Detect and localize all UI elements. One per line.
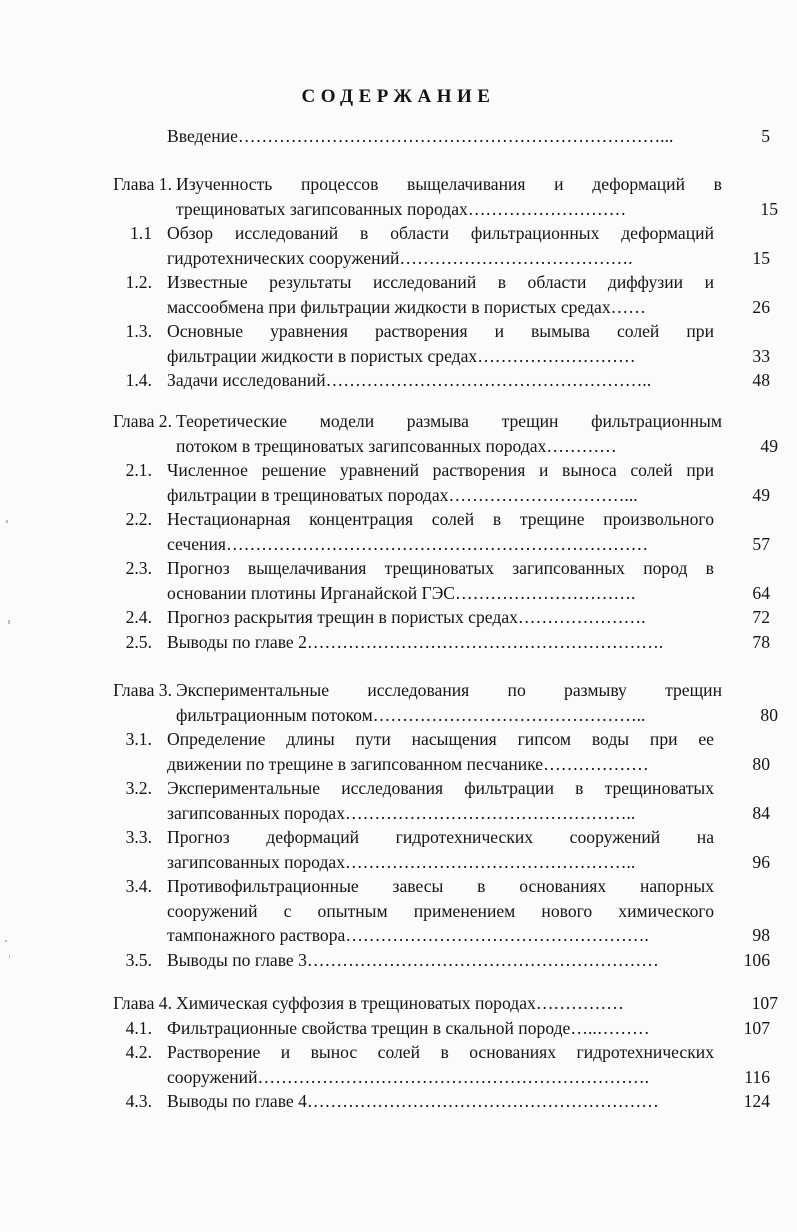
section-number: 4.2. [125,1042,152,1062]
page-title: СОДЕРЖАНИЕ [301,86,496,107]
section-title-line: загипсованных породах………………………………………….. [167,802,636,823]
section-number: 4.3. [125,1091,152,1111]
section-title-line: движении по трещине в загипсованном песчанике……………… [167,753,649,774]
section-title-line: Выводы по главе 3…………………………………………………… [167,949,659,970]
chapter-page: 49 [760,435,778,456]
chapter-label: Глава 3. [113,680,172,700]
section-title-line: Прогноз выщелачивания трещиноватых загипсованных пород в [167,558,714,578]
section-title-line: Выводы по главе 4…………………………………………………… [167,1091,659,1111]
section-title-line: Фильтрационные свойства трещин в скальной породе…..……… [167,1017,650,1038]
section-title-line: загипсованных породах………………………………………….. [167,851,636,872]
section-title-line: Численное решение уравнений растворения и выноса солей при [167,460,714,480]
section-page: 98 [752,925,770,945]
section-page: 26 [752,296,770,317]
scan-speck [9,955,10,958]
section-title-line: фильтрации жидкости в пористых средах……………………… [167,345,636,366]
section-page: 107 [743,1017,770,1038]
toc-intro-text: Введение………………………………………………………………... [167,126,674,146]
chapter-title-line: фильтрационным потоком……………………………………….. [176,704,646,725]
section-page: 15 [752,247,770,268]
section-title-line: основании плотины Ирганайской ГЭС…………………………. [167,582,636,603]
section-number: 1.3. [125,321,152,341]
section-number: 3.2. [125,778,152,798]
chapter-page: 107 [751,993,778,1013]
chapter-title-line: трещиноватых загипсованных породах……………………… [176,198,627,219]
chapter-label: Глава 1. [113,174,172,194]
section-number: 2.4. [125,607,152,627]
section-page: 84 [752,802,770,823]
scan-speck [6,520,8,523]
chapter-label: Глава 2. [113,411,172,431]
chapter-title-line: потоком в трещиноватых загипсованных породах………… [176,435,617,456]
section-page: 116 [744,1066,770,1087]
section-page: 33 [752,345,770,366]
chapter-title-line: Изученность процессов выщелачивания и деформаций в [176,174,722,194]
chapter-page: 15 [760,198,778,219]
section-number: 4.1. [125,1017,152,1038]
section-page: 106 [743,949,770,970]
section-title-line: Выводы по главе 2……………………………………………………. [167,631,664,652]
section-title-line: Прогноз деформаций гидротехнических сооружений на [167,827,714,847]
chapter-label: Глава 4. [113,993,172,1013]
section-title-line: Определение длины пути насыщения гипсом воды при ее [167,729,714,749]
section-title-line: Растворение и вынос солей в основаниях гидротехнических [167,1042,714,1062]
scan-speck [8,620,10,624]
section-page: 78 [752,631,770,652]
section-number: 1.4. [125,370,152,390]
section-title-line: сечения……………………………………………………………… [167,533,649,554]
section-title-line: Основные уравнения растворения и вымыва солей при [167,321,714,341]
section-number: 3.1. [125,729,152,749]
section-number: 1.1 [130,223,152,243]
chapter-title-line: Теоретические модели размыва трещин фильтрационным [176,411,722,431]
section-title-line: Противофильтрационные завесы в основаниях напорных [167,876,714,896]
section-page: 57 [752,533,770,554]
chapter-page: 80 [760,704,778,725]
section-title-line: Экспериментальные исследования фильтрации в трещиноватых [167,778,714,798]
section-number: 2.1. [125,460,152,480]
scan-speck [5,940,7,942]
section-page: 48 [752,370,770,390]
section-page: 80 [752,753,770,774]
section-number: 1.2. [125,272,152,292]
section-title-line: тампонажного раствора……………………………………………. [167,925,649,945]
toc-intro-page: 5 [761,126,770,146]
section-title-line: гидротехнических сооружений…………………………………. [167,247,633,268]
section-title-line: Прогноз раскрытия трещин в пористых средах…………………. [167,607,646,627]
section-page: 72 [752,607,770,627]
section-title-line: сооружений…………………………………………………………. [167,1066,649,1087]
section-title-line: сооружений с опытным применением нового химического [167,900,714,921]
section-number: 2.5. [125,631,152,652]
section-title-line: Обзор исследований в области фильтрационных деформаций [167,223,714,243]
section-number: 2.3. [125,558,152,578]
section-title-line: Задачи исследований……………………………………………….. [167,370,652,390]
section-title-line: Известные результаты исследований в области диффузии и [167,272,714,292]
section-title-line: Нестационарная концентрация солей в трещине произвольного [167,509,714,529]
section-number: 3.3. [125,827,152,847]
section-page: 124 [743,1091,770,1111]
section-title-line: фильтрации в трещиноватых породах…………………………... [167,484,638,505]
section-page: 64 [752,582,770,603]
chapter-title-line: Химическая суффозия в трещиноватых породах…………… [176,993,624,1013]
chapter-title-line: Экспериментальные исследования по размыву трещин [176,680,722,700]
section-number: 2.2. [125,509,152,529]
section-title-line: массообмена при фильтрации жидкости в пористых средах…… [167,296,646,317]
section-number: 3.5. [125,949,152,970]
section-page: 49 [752,484,770,505]
section-number: 3.4. [125,876,152,896]
section-page: 96 [752,851,770,872]
